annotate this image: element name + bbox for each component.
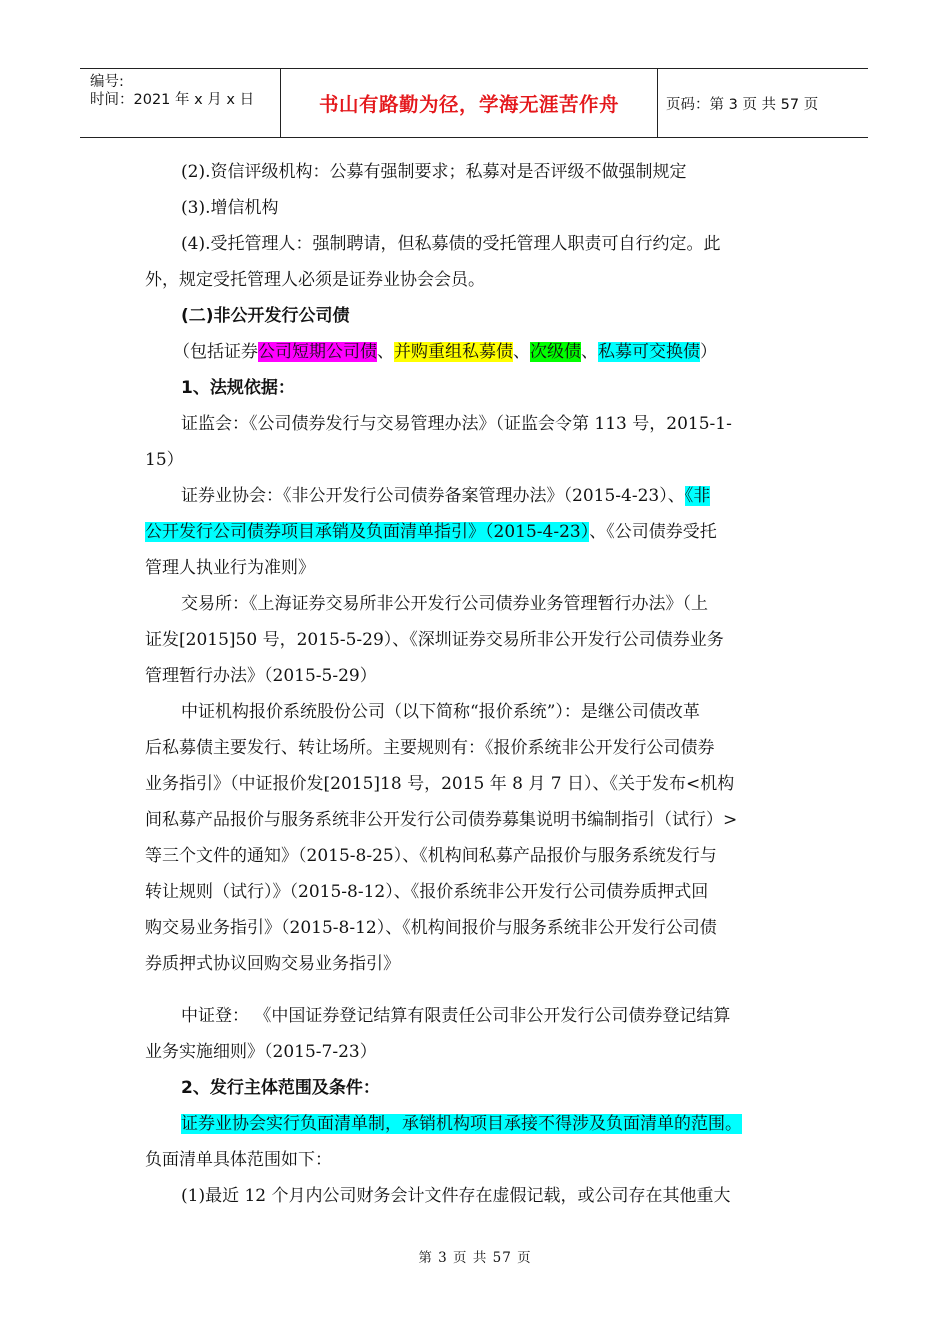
paragraph-line: 证发[2015]50 号，2015-5-29）、《深圳证券交易所非公开发行公司债券业务 — [145, 630, 724, 650]
paragraph-line: 后私募债主要发行、转让场所。主要规则有：《报价系统非公开发行公司债券 — [145, 738, 715, 758]
text-run: 、《公司债券受托 — [589, 522, 717, 542]
paragraph-line: 负面清单具体范围如下： — [145, 1150, 332, 1170]
highlighted-text: 《非 — [684, 486, 711, 506]
highlighted-text: 公开发行公司债券项目承销及负面清单指引》（2015-4-23） — [145, 522, 590, 542]
paragraph-line: 券质押式协议回购交易业务指引》 — [145, 954, 400, 974]
paragraph-line — [145, 1109, 742, 1139]
paragraph-line: 间私募产品报价与服务系统非公开发行公司债券募集说明书编制指引（试行）> — [145, 810, 738, 830]
text-run: （包括证券 — [173, 342, 258, 362]
motto: 书山有路勤为径，学海无涯苦作舟 — [318, 93, 619, 116]
paragraph-line: (2).资信评级机构：公募有强制要求；私募对是否评级不做强制规定 — [181, 162, 687, 182]
paragraph-line: 中证登： 《中国证券登记结算有限责任公司非公开发行公司债券登记结算 — [181, 1006, 731, 1026]
highlighted-text: 私募可交换债 — [598, 342, 700, 362]
paragraph-line: (4).受托管理人：强制聘请，但私募债的受托管理人职责可自行约定。此 — [181, 234, 721, 254]
highlight-line — [145, 337, 717, 367]
text-run: 、 — [513, 342, 530, 362]
section-heading: (二)非公开发行公司债 — [181, 306, 350, 326]
subsection-heading: 1、法规依据： — [181, 378, 295, 398]
paragraph-line: 证监会：《公司债券发行与交易管理办法》（证监会令第 113 号，2015-1- — [181, 414, 732, 434]
highlighted-text: 次级债 — [530, 342, 581, 362]
paragraph-line: 转让规则（试行）》（2015-8-12）、《报价系统非公开发行公司债券质押式回 — [145, 882, 709, 902]
paragraph-line: 管理人执业行为准则》 — [145, 558, 315, 578]
text-run: 证券业协会：《非公开发行公司债券备案管理办法》（2015-4-23）、 — [181, 486, 685, 506]
paragraph-line: (1)最近 12 个月内公司财务会计文件存在虚假记载，或公司存在其他重大 — [181, 1186, 731, 1206]
paragraph-line: 业务实施细则》（2015-7-23） — [145, 1042, 377, 1062]
paragraph-line — [145, 481, 710, 511]
header-page-info: 页码：第 3 页 共 57 页 — [666, 96, 819, 113]
page-header — [80, 68, 868, 138]
paragraph-line: 外，规定受托管理人必须是证券业协会会员。 — [145, 270, 485, 290]
text-run: ） — [700, 342, 717, 362]
time-label: 时间：2021 年 x 月 x 日 — [90, 92, 255, 108]
text-run: 、 — [377, 342, 394, 362]
paragraph-line: (3).增信机构 — [181, 198, 279, 218]
subsection-heading: 2、发行主体范围及条件： — [181, 1078, 380, 1098]
paragraph-line: 管理暂行办法》（2015-5-29） — [145, 666, 377, 686]
highlighted-text: 并购重组私募债 — [394, 342, 513, 362]
text-run: 、 — [581, 342, 598, 362]
header-motto-cell — [280, 69, 658, 137]
header-meta — [80, 69, 280, 137]
highlighted-text: 证券业协会实行负面清单制，承销机构项目承接不得涉及负面清单的范围。 — [181, 1114, 742, 1134]
paragraph-line — [145, 517, 717, 547]
page-footer: 第 3 页 共 57 页 — [418, 1250, 532, 1266]
number-label: 编号: — [90, 74, 124, 90]
paragraph-line: 业务指引》（中证报价发[2015]18 号，2015 年 8 月 7 日）、《关于发布<机构 — [145, 774, 735, 794]
paragraph-line: 15） — [145, 450, 184, 470]
paragraph-line: 等三个文件的通知》（2015-8-25）、《机构间私募产品报价与服务系统发行与 — [145, 846, 717, 866]
paragraph-line: 交易所：《上海证券交易所非公开发行公司债券业务管理暂行办法》（上 — [181, 594, 708, 614]
paragraph-line: 中证机构报价系统股份公司（以下简称“报价系统”）：是继公司债改革 — [181, 702, 700, 722]
paragraph-line: 购交易业务指引》（2015-8-12）、《机构间报价与服务系统非公开发行公司债 — [145, 918, 717, 938]
highlighted-text: 公司短期公司债 — [258, 342, 377, 362]
